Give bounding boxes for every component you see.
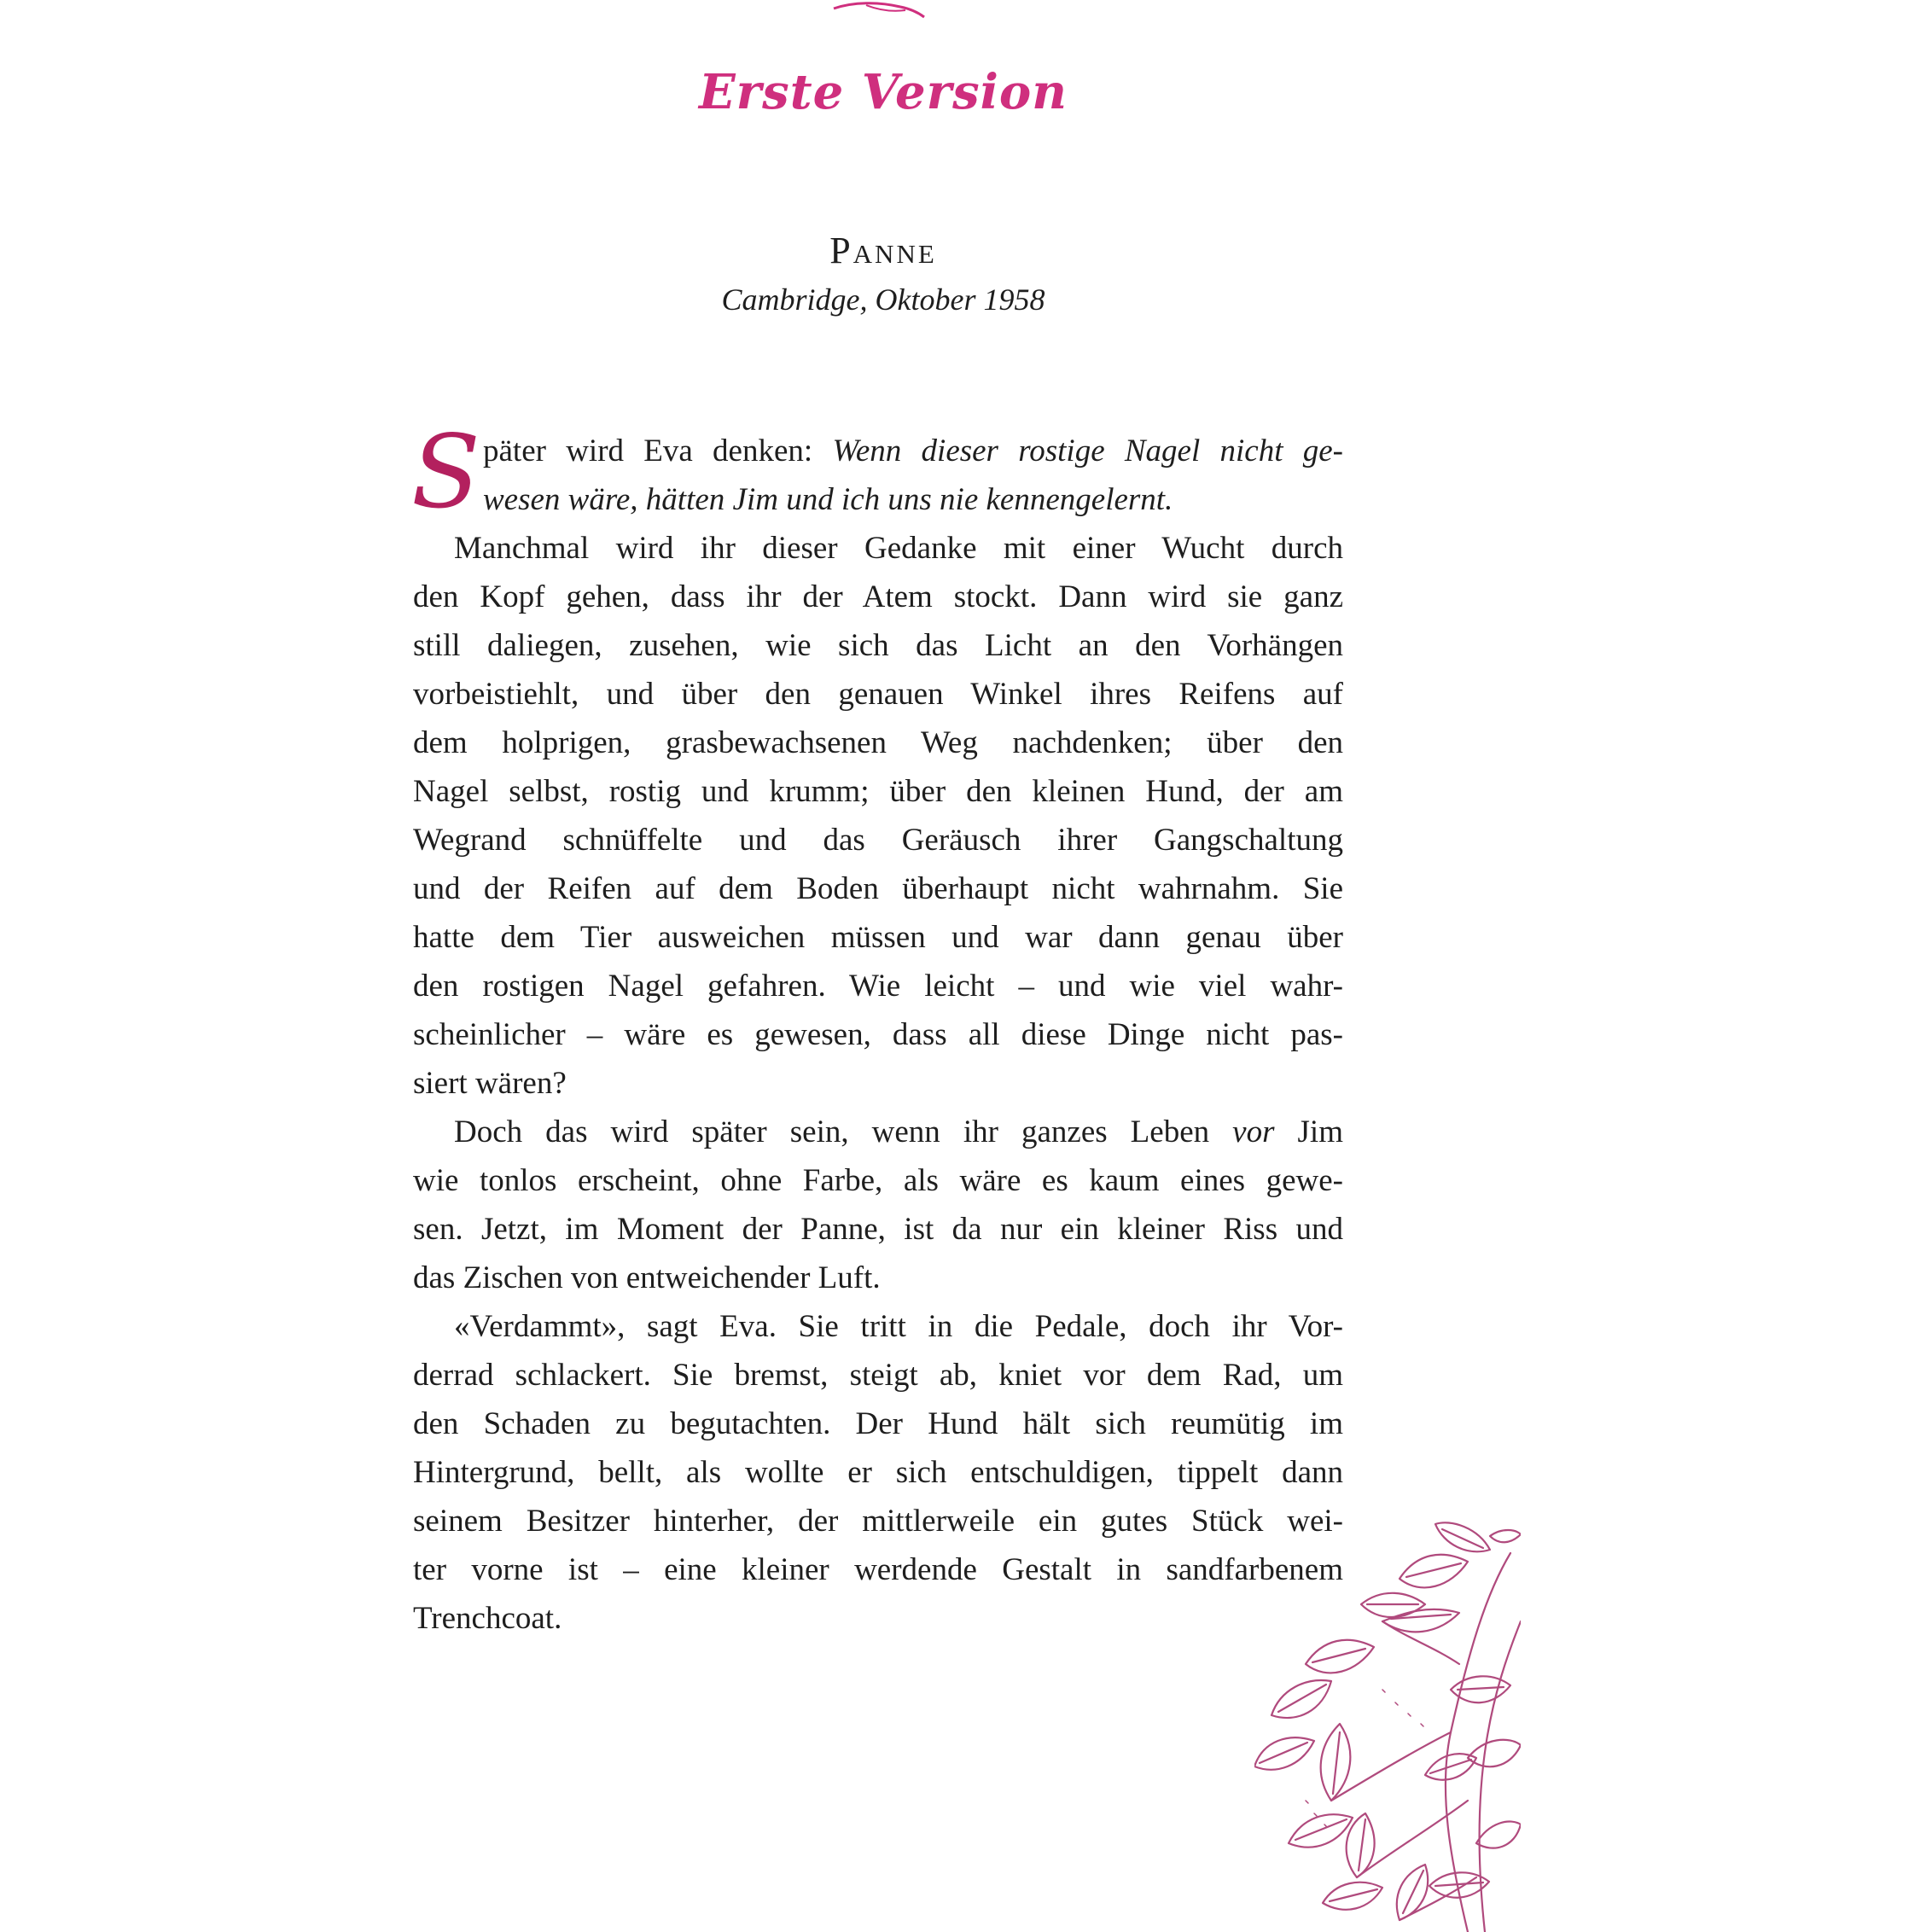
text-line: vorbeistiehlt, und über den genauen Winkel ihres Reifens auf (413, 677, 1343, 712)
text-line: derrad schlackert. Sie bremst, steigt ab, kniet vor dem Rad, um (413, 1358, 1343, 1393)
text-line: wesen wäre, hätten Jim und ich uns nie kennengelernt. (483, 482, 1173, 517)
text-line: «Verdammt», sagt Eva. Sie tritt in die Pedale, doch ihr Vor- (454, 1309, 1343, 1344)
text-line: ter vorne ist – eine kleiner werdende Gestalt in sandfarbenem (413, 1552, 1343, 1587)
leaf-branch-icon (1254, 1519, 1536, 1932)
text-line: päter wird Eva denken: Wenn dieser rostige Nagel nicht ge- (483, 434, 1343, 468)
paragraph-1 (411, 413, 1343, 531)
text-line: das Zischen von entweichender Luft. (413, 1260, 881, 1295)
chapter-subtitle: Cambridge, Oktober 1958 (721, 282, 1045, 317)
text-line: Wegrand schnüffelte und das Geräusch ihrer Gangschaltung (413, 823, 1343, 858)
text-line: siert wären? (413, 1066, 567, 1101)
version-title: Erste Version (698, 64, 1068, 120)
text-line: still daliegen, zusehen, wie sich das Licht an den Vorhängen (413, 628, 1343, 663)
paragraph-2 (413, 524, 1343, 1108)
chapter-title: Panne (829, 230, 937, 271)
body-text (411, 413, 1343, 1643)
text-line: Hintergrund, bellt, als wollte er sich entschuldigen, tippelt dann (413, 1455, 1343, 1490)
drop-cap: S (411, 413, 480, 531)
text-line: den Kopf gehen, dass ihr der Atem stockt. Dann wird sie ganz (413, 579, 1343, 614)
paragraph-4 (413, 1302, 1343, 1643)
text-line: wie tonlos erscheint, ohne Farbe, als wäre es kaum eines gewe- (413, 1163, 1343, 1198)
flourish-icon (832, 0, 926, 24)
text-line: hatte dem Tier ausweichen müssen und war dann genau über (413, 920, 1343, 955)
text-line: scheinlicher – wäre es gewesen, dass all diese Dinge nicht pas- (413, 1017, 1343, 1052)
text-line: den Schaden zu begutachten. Der Hund hält sich reumütig im (413, 1406, 1343, 1441)
text-line: dem holprigen, grasbewachsenen Weg nachdenken; über den (413, 725, 1343, 760)
text-line: den rostigen Nagel gefahren. Wie leicht – und wie viel wahr- (413, 969, 1343, 1004)
text-line: sen. Jetzt, im Moment der Panne, ist da nur ein kleiner Riss und (413, 1212, 1343, 1247)
text-line: seinem Besitzer hinterher, der mittlerweile ein gutes Stück wei- (413, 1504, 1343, 1539)
text-line: Doch das wird später sein, wenn ihr ganzes Leben vor Jim (454, 1114, 1343, 1149)
paragraph-3 (413, 1108, 1343, 1302)
text-line: Nagel selbst, rostig und krumm; über den kleinen Hund, der am (413, 774, 1343, 809)
text-line: und der Reifen auf dem Boden überhaupt nicht wahrnahm. Sie (413, 871, 1343, 906)
text-line: Trenchcoat. (413, 1601, 562, 1636)
text-line: Manchmal wird ihr dieser Gedanke mit einer Wucht durch (454, 531, 1343, 566)
